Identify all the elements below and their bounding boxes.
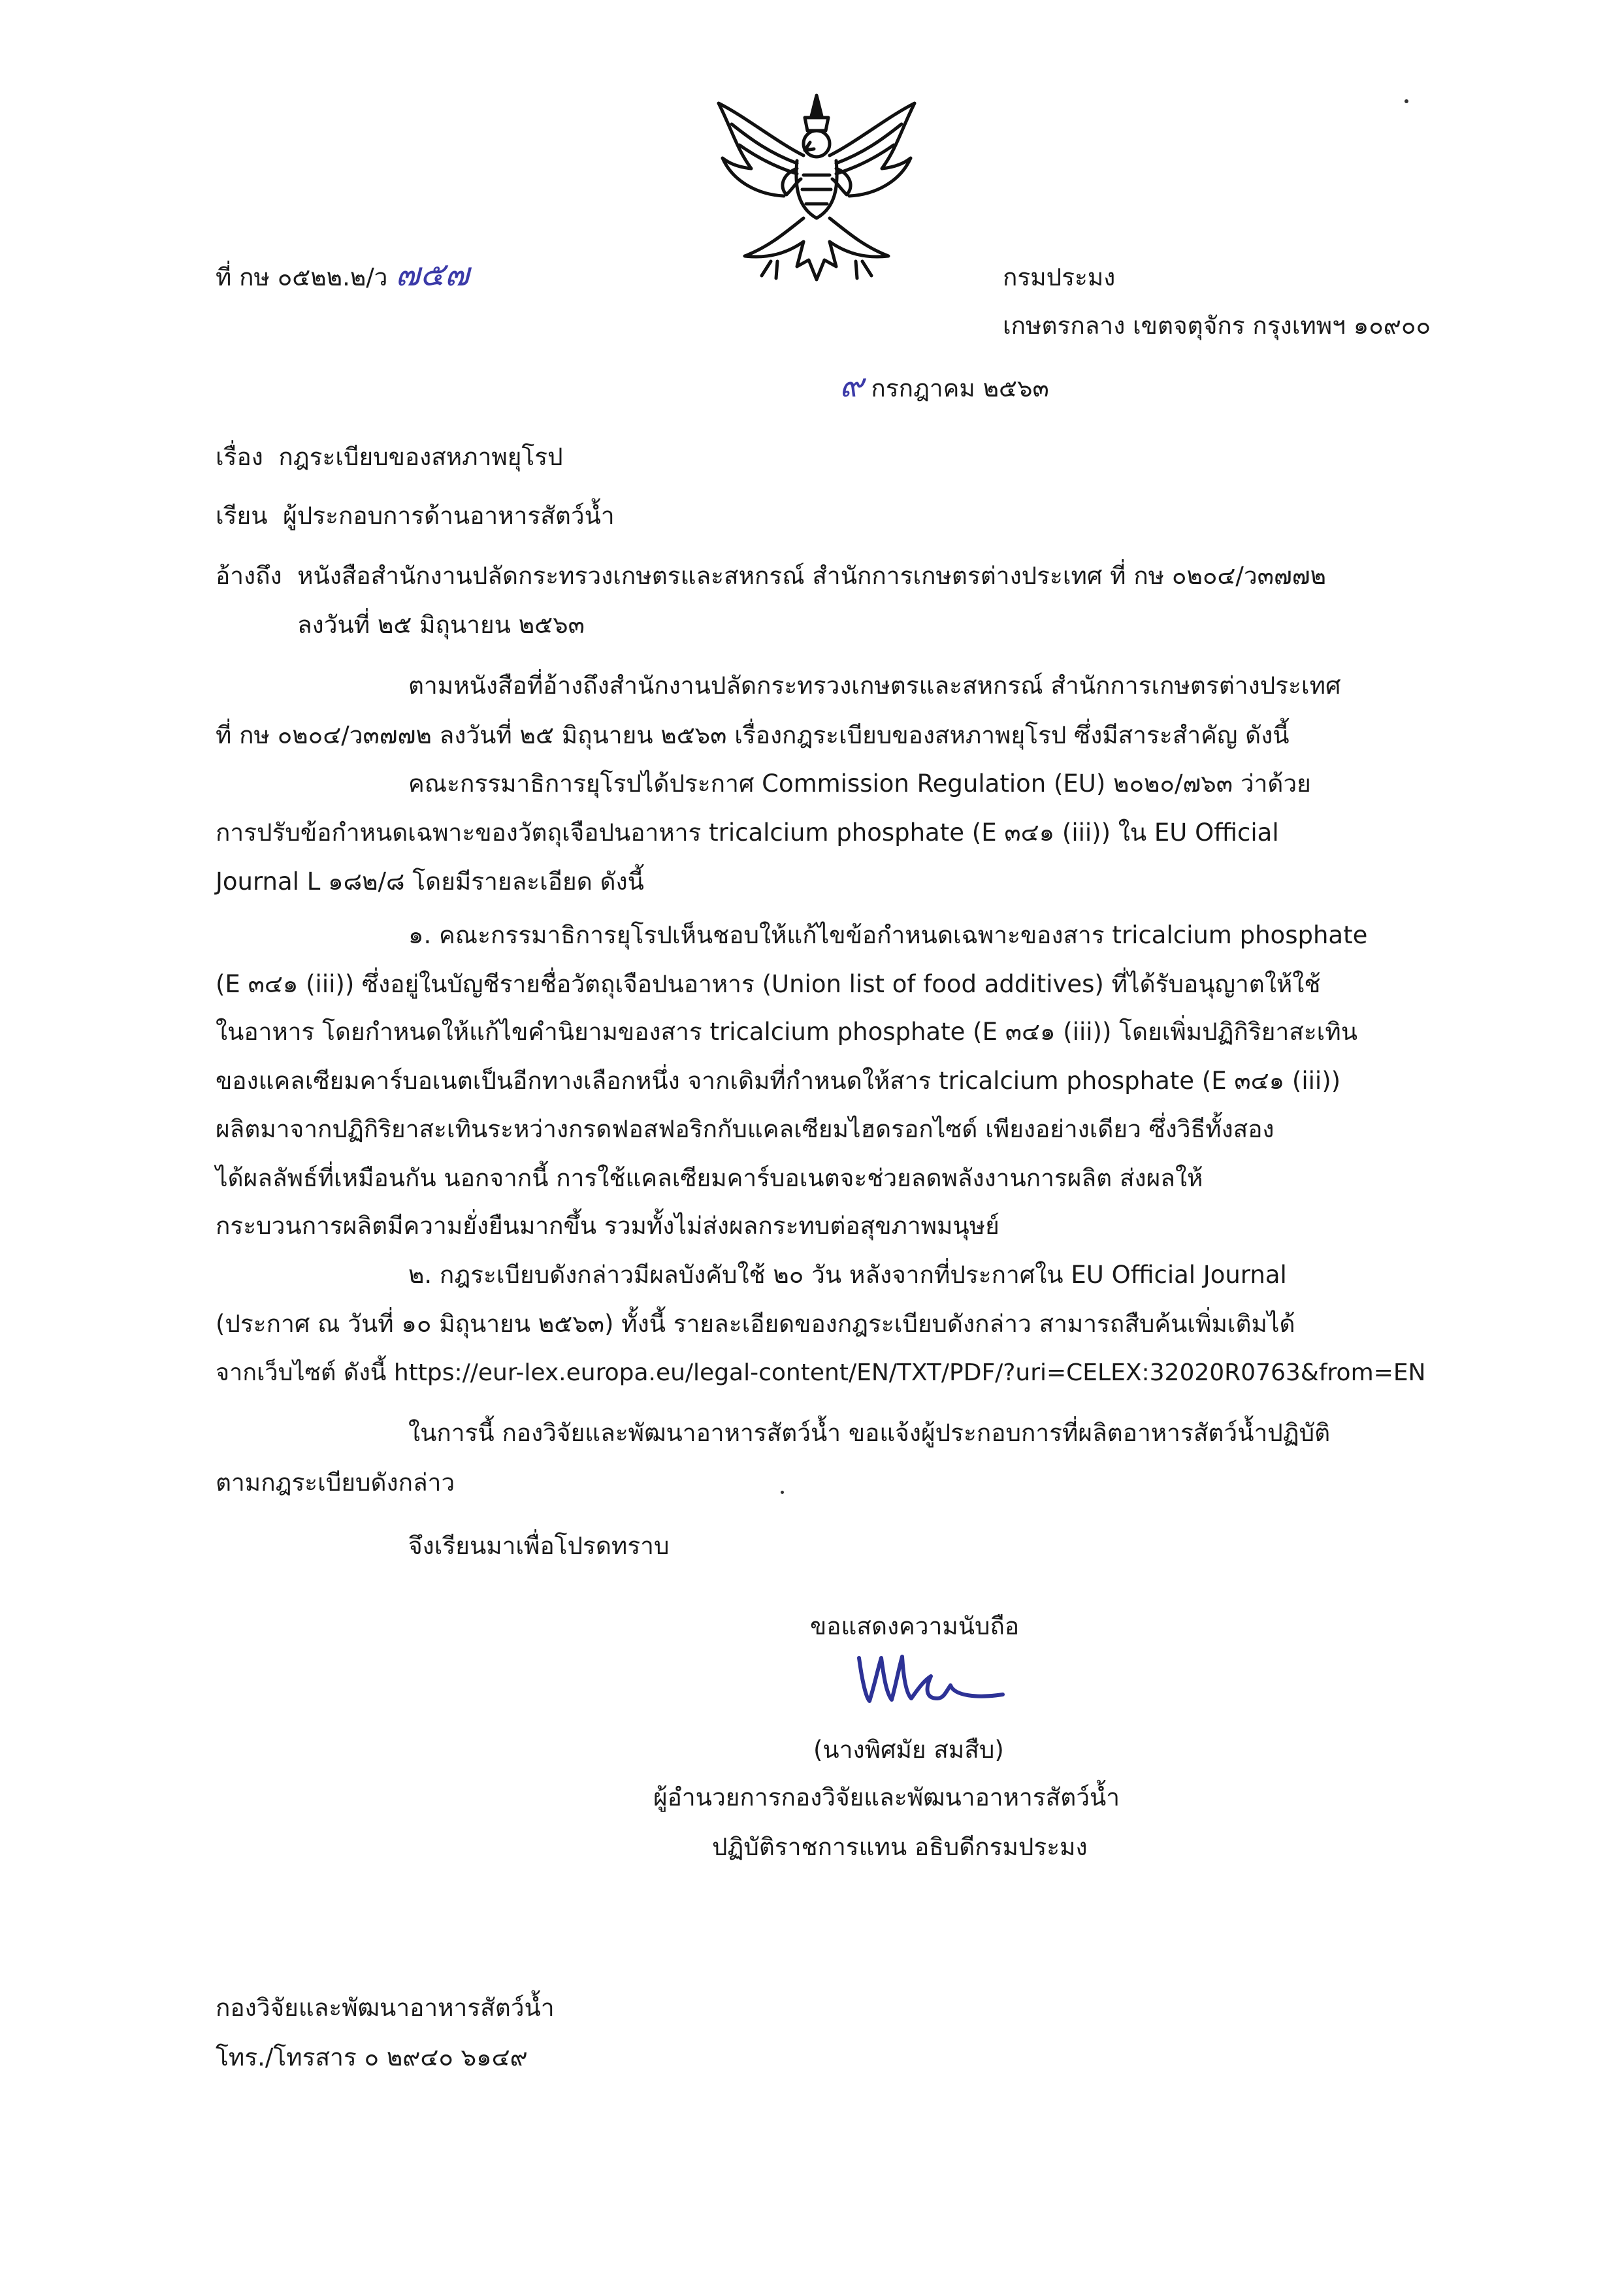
- scan-speck: [781, 1491, 784, 1494]
- agency-name: กรมประมง: [1003, 263, 1116, 291]
- regulation-line-1: คณะกรรมาธิการยุโรปได้ประกาศ Commission Regulation (EU) ๒๐๒๐/๗๖๓ ว่าด้วย: [408, 770, 1311, 798]
- closing-line-2: ตามกฎระเบียบดังกล่าว: [216, 1468, 455, 1497]
- recipient-label: เรียน: [216, 502, 268, 530]
- reference-label: อ้างถึง: [216, 562, 282, 590]
- reference-line1: หนังสือสำนักงานปลัดกระทรวงเกษตรและสหกรณ์ สำนักการเกษตรต่างประเทศ ที่ กษ ๐๒๐๔/ว๓๗๗๒: [297, 562, 1326, 590]
- closing-line-1: ในการนี้ กองวิจัยและพัฒนาอาหารสัตว์น้ำ ขอแจ้งผู้ประกอบการที่ผลิตอาหารสัตว์น้ำปฏิบัติ: [408, 1419, 1331, 1447]
- item1-line-1: ๑. คณะกรรมาธิการยุโรปเห็นชอบให้แก้ไขข้อกำหนดเฉพาะของสาร tricalcium phosphate: [408, 921, 1368, 949]
- regulation-line-2: การปรับข้อกำหนดเฉพาะของวัตถุเจือปนอาหาร tricalcium phosphate (E ๓๔๑ (iii)) ใน EU Official: [216, 819, 1279, 847]
- subject-text: กฎระเบียบของสหภาพยุโรป: [278, 443, 563, 471]
- item1-line-4: ของแคลเซียมคาร์บอเนตเป็นอีกทางเลือกหนึ่ง จากเดิมที่กำหนดให้สาร tricalcium phosphate (E ๓๔๑ (iii)): [216, 1067, 1341, 1095]
- signatory-acting: ปฏิบัติราชการแทน อธิบดีกรมประมง: [712, 1833, 1088, 1861]
- subject: [216, 443, 563, 472]
- request-line: จึงเรียนมาเพื่อโปรดทราบ: [408, 1532, 670, 1560]
- agency-address: เกษตรกลาง เขตจตุจักร กรุงเทพฯ ๑๐๙๐๐: [1003, 312, 1431, 340]
- doc-number-handwritten: ๗๕๗: [395, 255, 470, 293]
- garuda-emblem: [706, 90, 928, 286]
- intro-line-2: ที่ กษ ๐๒๐๔/ว๓๗๗๒ ลงวันที่ ๒๕ มิถุนายน ๒๕๖๓ เรื่องกฎระเบียบของสหภาพยุโรป ซึ่งมีสาระสำคัญ ดังนี้: [216, 721, 1290, 749]
- doc-number-prefix: ที่ กษ ๐๕๒๒.๒/ว: [216, 263, 388, 291]
- subject-label: เรื่อง: [216, 443, 263, 471]
- letter-date: [839, 366, 1049, 405]
- item2-line-3: จากเว็บไซต์ ดังนี้ https://eur-lex.europa.eu/legal-content/EN/TXT/PDF/?uri=CELEX:32020R0763&from=EN: [216, 1359, 1426, 1386]
- item1-line-2: (E ๓๔๑ (iii)) ซึ่งอยู่ในบัญชีรายชื่อวัตถุเจือปนอาหาร (Union list of food additives) ที่ได้รับอนุญาตให้ใช้: [216, 970, 1321, 998]
- footer-phone: โทร./โทรสาร ๐ ๒๙๔๐ ๖๑๔๙: [216, 2043, 528, 2071]
- date-month-year: กรกฎาคม ๒๕๖๓: [871, 374, 1049, 402]
- item1-line-7: กระบวนการผลิตมีความยั่งยืนมากขึ้น รวมทั้งไม่ส่งผลกระทบต่อสุขภาพมนุษย์: [216, 1212, 999, 1240]
- intro-line-1: ตามหนังสือที่อ้างถึงสำนักงานปลัดกระทรวงเกษตรและสหกรณ์ สำนักการเกษตรต่างประเทศ: [408, 672, 1341, 700]
- reference: [216, 562, 1326, 591]
- recipient: [216, 502, 615, 530]
- item2-line-2: (ประกาศ ณ วันที่ ๑๐ มิถุนายน ๒๕๖๓) ทั้งนี้ รายละเอียดของกฎระเบียบดังกล่าว สามารถสืบค้นเพิ่มเติมได้: [216, 1310, 1295, 1338]
- item1-line-6: ได้ผลลัพธ์ที่เหมือนกัน นอกจากนี้ การใช้แคลเซียมคาร์บอเนตจะช่วยลดพลังงานการผลิต ส่งผลให้: [216, 1164, 1203, 1192]
- salutation: ขอแสดงความนับถือ: [810, 1612, 1020, 1640]
- signatory-name: (นางพิศมัย สมสืบ): [813, 1736, 1004, 1764]
- item1-line-3: ในอาหาร โดยกำหนดให้แก้ไขคำนิยามของสาร tricalcium phosphate (E ๓๔๑ (iii)) โดยเพิ่มปฏิกิริยาสะเทิน: [216, 1018, 1358, 1046]
- recipient-text: ผู้ประกอบการด้านอาหารสัตว์น้ำ: [283, 502, 615, 530]
- scan-speck: [1405, 99, 1408, 103]
- reference-line2: ลงวันที่ ๒๕ มิถุนายน ๒๕๖๓: [297, 611, 585, 639]
- signatory-position: ผู้อำนวยการกองวิจัยและพัฒนาอาหารสัตว์น้ำ: [653, 1783, 1120, 1811]
- item1-line-5: ผลิตมาจากปฏิกิริยาสะเทินระหว่างกรดฟอสฟอริกกับแคลเซียมไฮดรอกไซด์ เพียงอย่างเดียว ซึ่งวิธีทั้งสอง: [216, 1115, 1275, 1143]
- doc-number: [216, 255, 469, 294]
- footer-division: กองวิจัยและพัฒนาอาหารสัตว์น้ำ: [216, 1994, 555, 2022]
- date-day-handwritten: ๙: [839, 366, 864, 404]
- item2-line-1: ๒. กฎระเบียบดังกล่าวมีผลบังคับใช้ ๒๐ วัน หลังจากที่ประกาศใน EU Official Journal: [408, 1261, 1287, 1289]
- handwritten-signature: [846, 1638, 1016, 1717]
- regulation-line-3: Journal L ๑๘๒/๘ โดยมีรายละเอียด ดังนี้: [216, 867, 644, 896]
